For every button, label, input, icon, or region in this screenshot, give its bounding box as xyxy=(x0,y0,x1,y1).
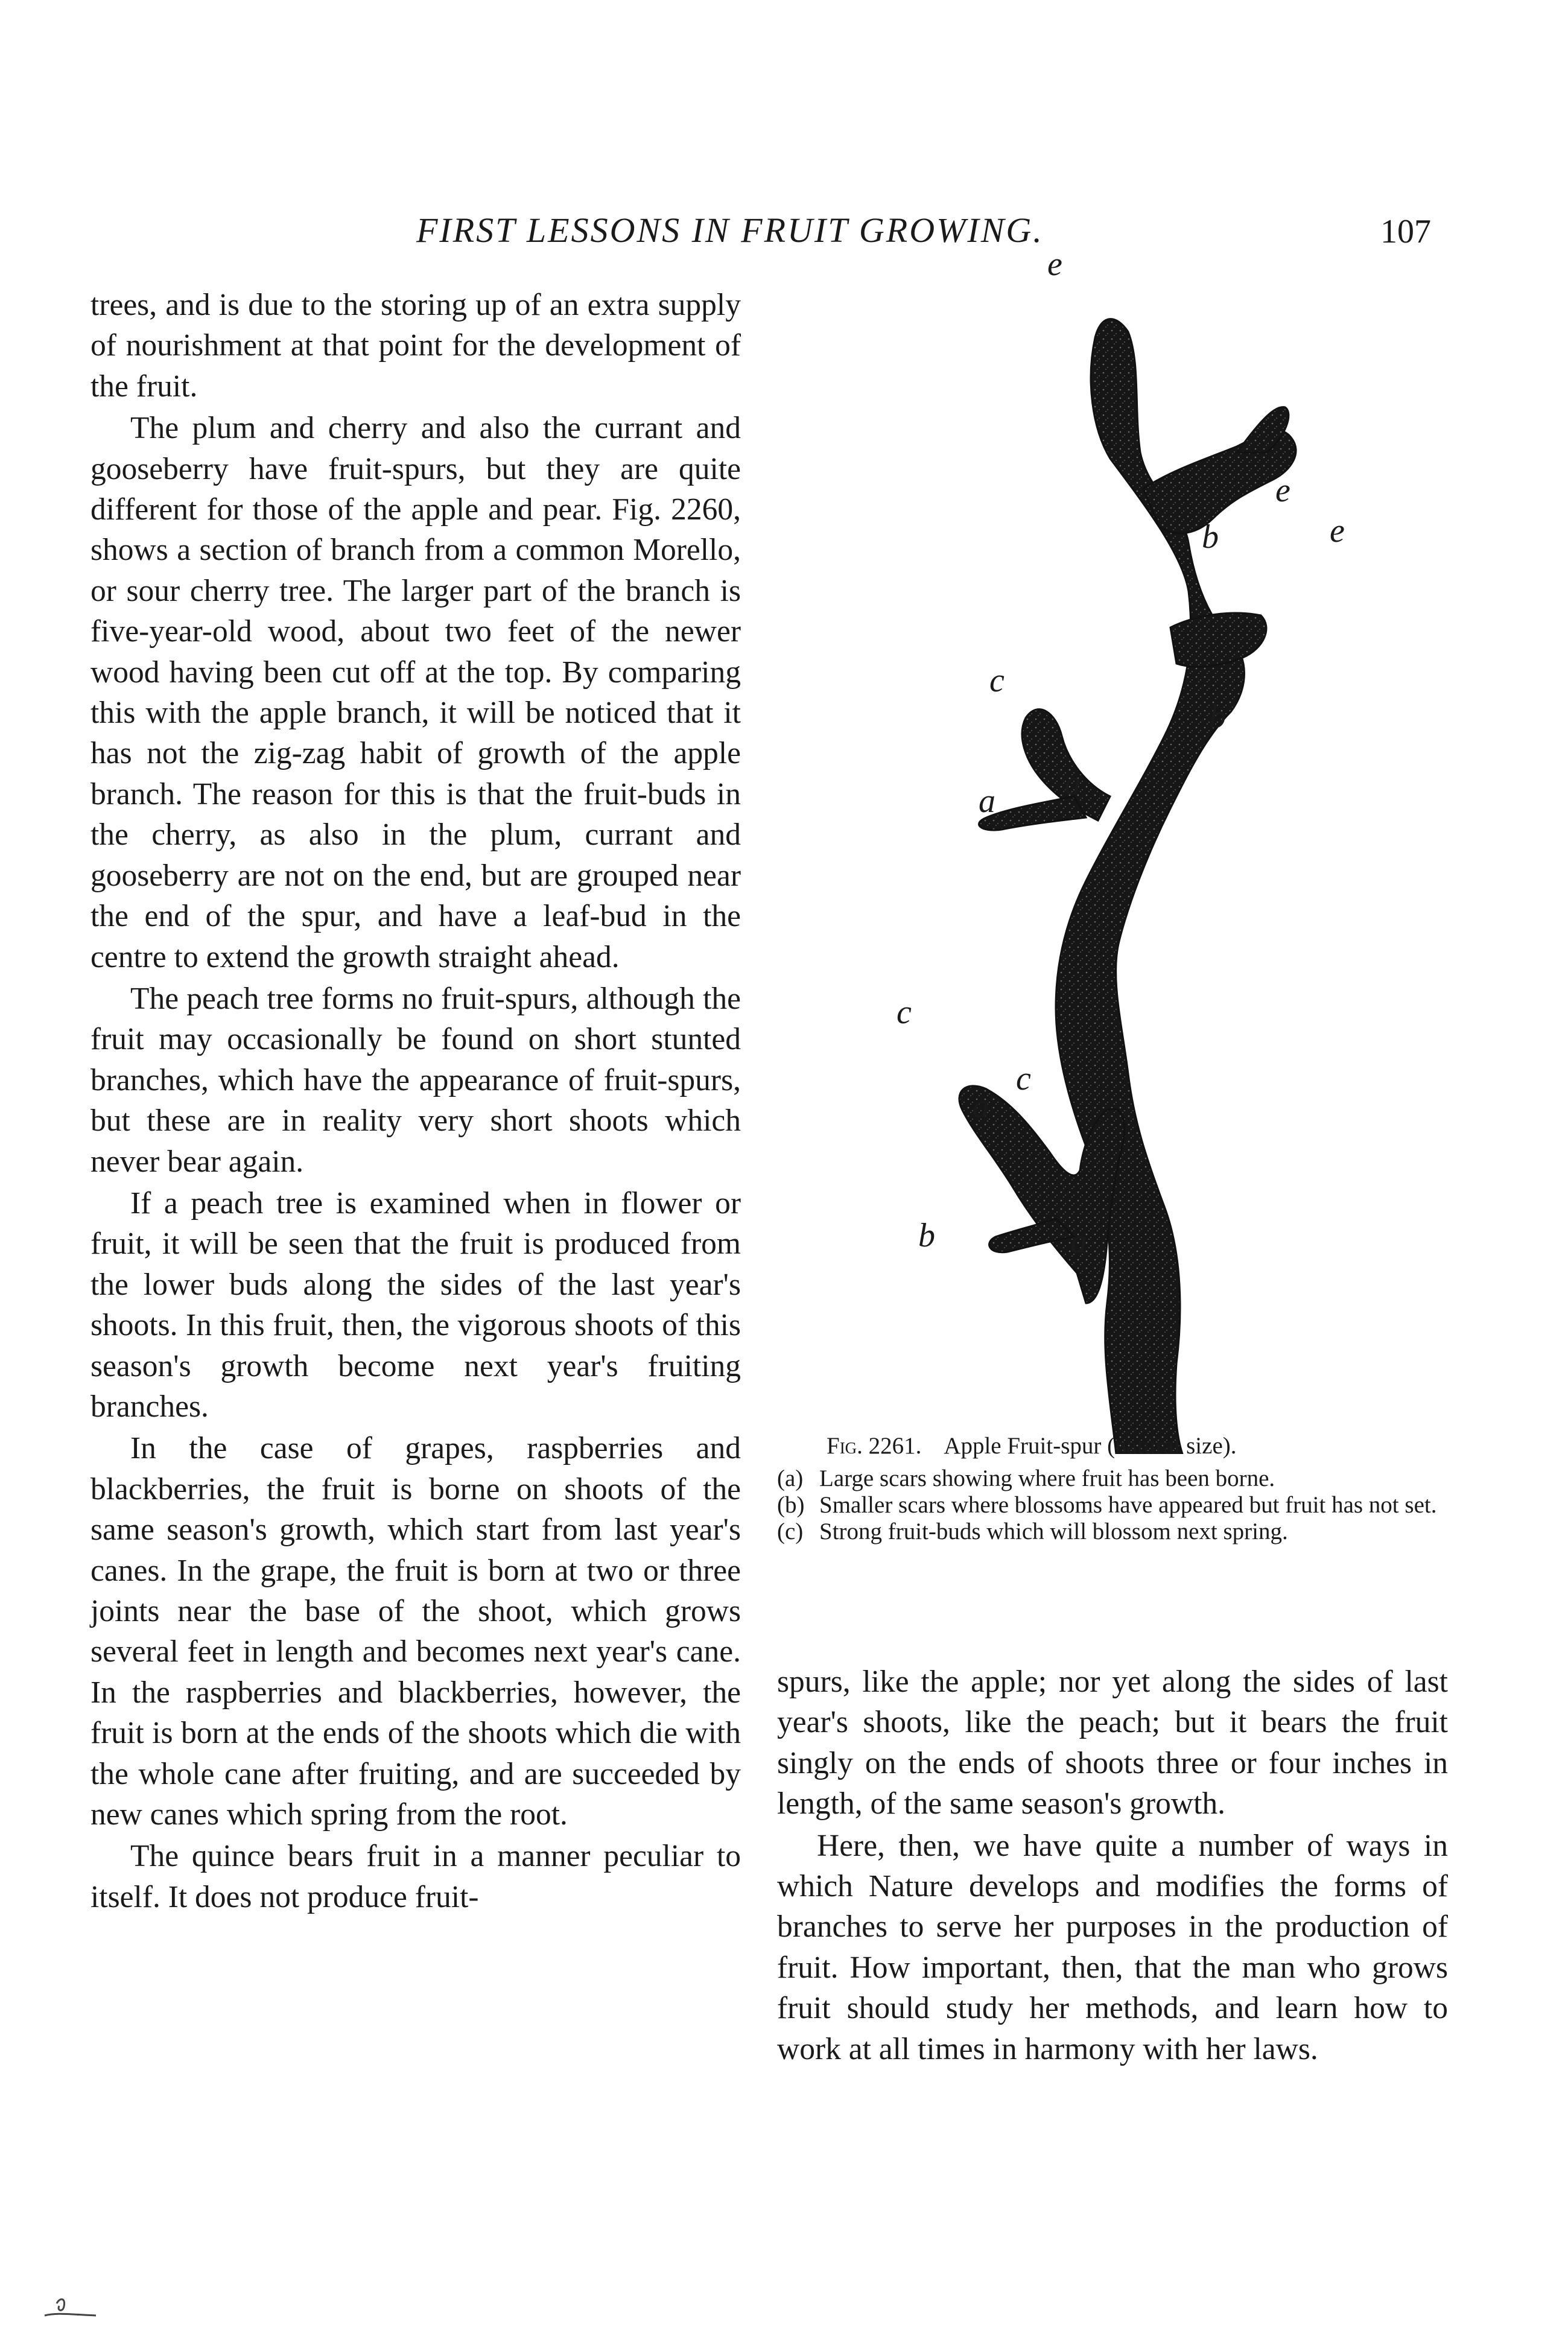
caption-item-key: (c) xyxy=(777,1519,804,1544)
paragraph: trees, and is due to the storing up of an extra supply of nourishment at that point for the development of the fruit. xyxy=(90,288,741,404)
paragraph: spurs, like the apple; nor yet along the sides of last year's shoots, like the peach; but it bears the fruit singly on the ends of shoots three or four inches in length, of the same season's growth. xyxy=(777,1665,1448,1821)
label-a: a xyxy=(1070,1223,1087,1260)
running-title: FIRST LESSONS IN FRUIT GROWING. xyxy=(416,211,1044,250)
label-a: a xyxy=(979,782,995,820)
label-c: c xyxy=(897,994,912,1031)
caption-item-key: (a) xyxy=(777,1465,804,1491)
figure-caption xyxy=(777,1433,1448,1545)
caption-item-text: Smaller scars where blossoms have appeared but fruit has not set. xyxy=(819,1492,1437,1518)
right-column xyxy=(777,1662,1448,2069)
label-b: b xyxy=(1209,698,1226,735)
fruit-spur-figure xyxy=(772,246,1454,1454)
paragraph: In the case of grapes, raspberries and blackberries, the fruit is borne on shoots of the same season's growth, which start from last year's canes. In the grape, the fruit is born at two or three joints near the base of the shoot, which grows several feet in length and becomes next year's cane. In the raspberries and blackberries, however, the fruit is born at the ends of the shoots which die with the whole cane after fruiting, and are succeeded by new canes which spring from the root. xyxy=(90,1431,741,1832)
caption-item-text: Strong fruit-buds which will blossom next spring. xyxy=(819,1519,1288,1544)
caption-item xyxy=(777,1465,1448,1492)
label-a: a xyxy=(973,1088,989,1125)
label-e: e xyxy=(1330,512,1345,550)
label-a: a xyxy=(1064,764,1081,802)
running-header xyxy=(0,210,1568,264)
caption-item xyxy=(777,1519,1448,1545)
caption-item xyxy=(777,1492,1448,1519)
page-number: 107 xyxy=(1380,213,1431,250)
label-b: b xyxy=(918,1217,935,1254)
label-b: b xyxy=(1202,518,1219,556)
label-c: c xyxy=(989,662,1005,699)
paragraph: If a peach tree is examined when in flower or fruit, it will be seen that the fruit is produced from the lower buds along the sides of the last year's shoots. In this fruit, then, the vigorous shoots of this season's growth become next year's fruiting branches. xyxy=(90,1186,741,1424)
label-c: c xyxy=(1016,1060,1031,1097)
caption-title: Apple Fruit-spur (natural size). xyxy=(944,1433,1237,1459)
paragraph: The plum and cherry and also the currant and gooseberry have fruit-spurs, but they are quite different for those of the apple and pear. Fig. 2260, shows a section of branch from a common Morello, or sour cherry tree. The larger part of the branch is five-year-old wood, about two feet of the newer wood having been cut off at the top. By comparing this with the apple branch, it will be noticed that it has not the zig-zag habit of growth of the apple branch. The reason for this is that the fruit-buds in the cherry, as also in the plum, currant and gooseberry are not on the end, but are grouped near the end of the spur, and have a leaf-bud in the centre to extend the growth straight ahead. xyxy=(90,411,741,974)
paragraph: The peach tree forms no fruit-spurs, although the fruit may occasionally be found on short stunted branches, which have the appearance of fruit-spurs, but these are in reality very short shoots which never bear again. xyxy=(90,981,741,1179)
paragraph: Here, then, we have quite a number of ways in which Nature develops and modifies the forms of branches to serve her purposes in the production of fruit. How important, then, that the man who grows fruit should study her methods, and learn how to work at all times in harmony with her laws. xyxy=(777,1828,1448,2066)
caption-item-key: (b) xyxy=(777,1492,805,1518)
caption-item-text: Large scars showing where fruit has been borne. xyxy=(819,1465,1275,1491)
paragraph: The quince bears fruit in a manner peculiar to itself. It does not produce fruit- xyxy=(90,1839,741,1914)
label-e: e xyxy=(1047,246,1062,283)
margin-mark xyxy=(39,2279,99,2322)
fruit-spur-illustration xyxy=(772,278,1454,1454)
caption-fig-label: Fig. 2261. xyxy=(827,1433,922,1459)
label-e: e xyxy=(1275,472,1290,509)
caption-title-line xyxy=(827,1433,1448,1459)
left-column xyxy=(90,285,741,1917)
